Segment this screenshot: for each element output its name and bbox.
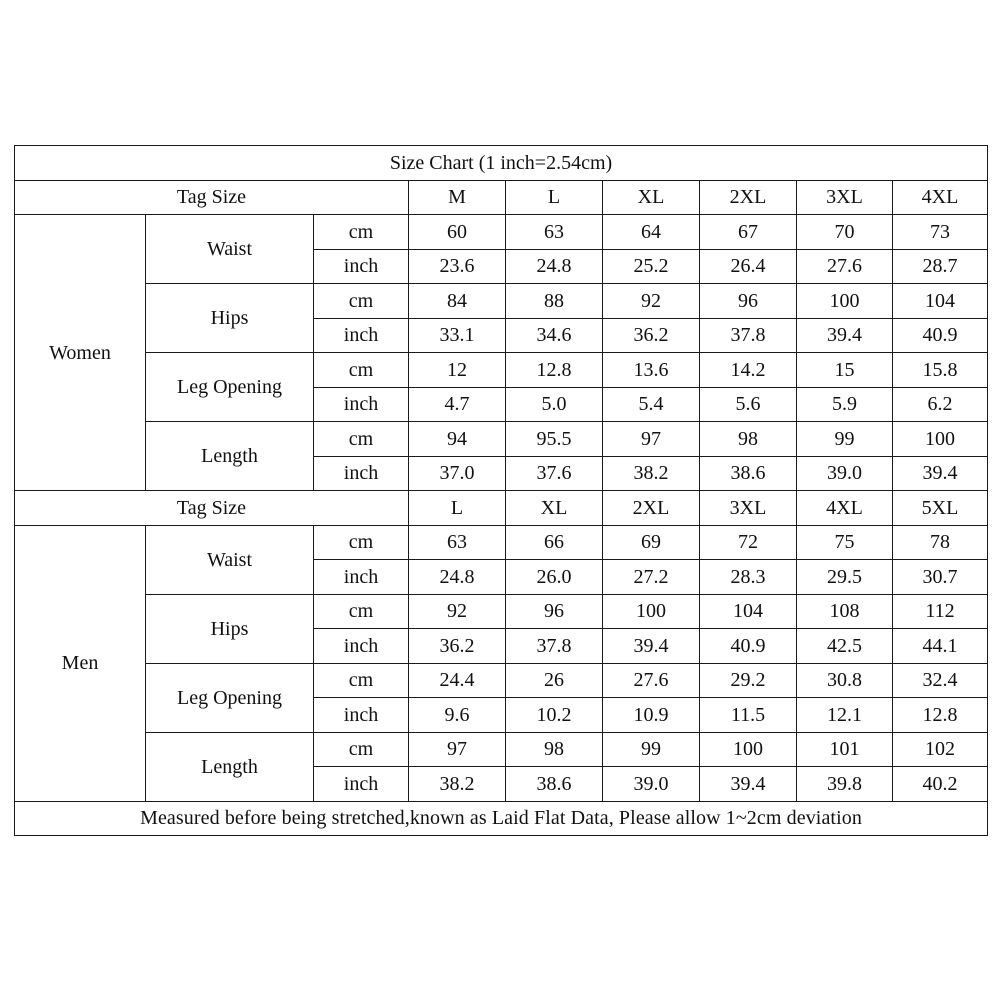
value-cell: 10.2 — [506, 698, 603, 733]
size-header: 2XL — [700, 180, 797, 215]
value-cell: 29.2 — [700, 663, 797, 698]
value-cell: 26.4 — [700, 249, 797, 284]
value-cell: 97 — [603, 422, 700, 457]
value-cell: 26.0 — [506, 560, 603, 595]
value-cell: 26 — [506, 663, 603, 698]
unit-label: cm — [314, 594, 409, 629]
measure-name: Waist — [146, 215, 314, 284]
value-cell: 39.0 — [797, 456, 893, 491]
size-chart-table — [14, 145, 988, 836]
measurement-row — [15, 353, 988, 388]
measurement-row — [15, 663, 988, 698]
unit-label: cm — [314, 525, 409, 560]
value-cell: 70 — [797, 215, 893, 250]
value-cell: 25.2 — [603, 249, 700, 284]
measure-name: Waist — [146, 525, 314, 594]
value-cell: 40.2 — [893, 767, 988, 802]
footer-note: Measured before being stretched,known as Laid Flat Data, Please allow 1~2cm deviation — [15, 801, 988, 836]
size-header: 5XL — [893, 491, 988, 526]
measurement-row — [15, 525, 988, 560]
value-cell: 13.6 — [603, 353, 700, 388]
value-cell: 69 — [603, 525, 700, 560]
value-cell: 29.5 — [797, 560, 893, 595]
size-header: 3XL — [797, 180, 893, 215]
measure-name: Hips — [146, 594, 314, 663]
unit-label: cm — [314, 732, 409, 767]
tag-size-label: Tag Size — [15, 180, 409, 215]
value-cell: 102 — [893, 732, 988, 767]
measurement-row — [15, 422, 988, 457]
value-cell: 95.5 — [506, 422, 603, 457]
value-cell: 33.1 — [409, 318, 506, 353]
value-cell: 14.2 — [700, 353, 797, 388]
value-cell: 104 — [700, 594, 797, 629]
value-cell: 73 — [893, 215, 988, 250]
value-cell: 39.0 — [603, 767, 700, 802]
value-cell: 60 — [409, 215, 506, 250]
value-cell: 9.6 — [409, 698, 506, 733]
measurement-row — [15, 594, 988, 629]
value-cell: 39.4 — [700, 767, 797, 802]
measurement-row — [15, 284, 988, 319]
value-cell: 39.8 — [797, 767, 893, 802]
size-header: 4XL — [893, 180, 988, 215]
value-cell: 40.9 — [893, 318, 988, 353]
size-header: 2XL — [603, 491, 700, 526]
unit-label: inch — [314, 560, 409, 595]
value-cell: 5.0 — [506, 387, 603, 422]
value-cell: 27.6 — [797, 249, 893, 284]
size-header: XL — [603, 180, 700, 215]
value-cell: 6.2 — [893, 387, 988, 422]
unit-label: inch — [314, 698, 409, 733]
value-cell: 66 — [506, 525, 603, 560]
value-cell: 72 — [700, 525, 797, 560]
value-cell: 4.7 — [409, 387, 506, 422]
value-cell: 28.7 — [893, 249, 988, 284]
value-cell: 12.8 — [893, 698, 988, 733]
value-cell: 12.1 — [797, 698, 893, 733]
value-cell: 84 — [409, 284, 506, 319]
measure-name: Leg Opening — [146, 663, 314, 732]
value-cell: 38.6 — [506, 767, 603, 802]
value-cell: 36.2 — [409, 629, 506, 664]
measure-name: Leg Opening — [146, 353, 314, 422]
value-cell: 15.8 — [893, 353, 988, 388]
tag-size-row — [15, 180, 988, 215]
value-cell: 32.4 — [893, 663, 988, 698]
value-cell: 94 — [409, 422, 506, 457]
value-cell: 64 — [603, 215, 700, 250]
value-cell: 5.6 — [700, 387, 797, 422]
value-cell: 38.2 — [603, 456, 700, 491]
value-cell: 37.8 — [506, 629, 603, 664]
value-cell: 100 — [893, 422, 988, 457]
value-cell: 37.6 — [506, 456, 603, 491]
value-cell: 12 — [409, 353, 506, 388]
measurement-row — [15, 732, 988, 767]
value-cell: 24.4 — [409, 663, 506, 698]
value-cell: 5.4 — [603, 387, 700, 422]
tag-size-label: Tag Size — [15, 491, 409, 526]
value-cell: 39.4 — [603, 629, 700, 664]
value-cell: 99 — [603, 732, 700, 767]
value-cell: 63 — [409, 525, 506, 560]
value-cell: 28.3 — [700, 560, 797, 595]
value-cell: 101 — [797, 732, 893, 767]
value-cell: 37.8 — [700, 318, 797, 353]
value-cell: 27.6 — [603, 663, 700, 698]
group-label: Women — [15, 215, 146, 491]
unit-label: cm — [314, 422, 409, 457]
value-cell: 108 — [797, 594, 893, 629]
value-cell: 24.8 — [506, 249, 603, 284]
value-cell: 100 — [700, 732, 797, 767]
size-header: 3XL — [700, 491, 797, 526]
value-cell: 98 — [700, 422, 797, 457]
value-cell: 5.9 — [797, 387, 893, 422]
unit-label: cm — [314, 284, 409, 319]
value-cell: 63 — [506, 215, 603, 250]
value-cell: 36.2 — [603, 318, 700, 353]
tag-size-row — [15, 491, 988, 526]
size-header: M — [409, 180, 506, 215]
value-cell: 75 — [797, 525, 893, 560]
unit-label: inch — [314, 456, 409, 491]
value-cell: 40.9 — [700, 629, 797, 664]
title-row — [15, 146, 988, 181]
value-cell: 10.9 — [603, 698, 700, 733]
size-header: XL — [506, 491, 603, 526]
measure-name: Hips — [146, 284, 314, 353]
value-cell: 15 — [797, 353, 893, 388]
value-cell: 34.6 — [506, 318, 603, 353]
value-cell: 78 — [893, 525, 988, 560]
value-cell: 99 — [797, 422, 893, 457]
value-cell: 37.0 — [409, 456, 506, 491]
value-cell: 30.7 — [893, 560, 988, 595]
footer-row — [15, 801, 988, 836]
value-cell: 38.2 — [409, 767, 506, 802]
unit-label: inch — [314, 767, 409, 802]
unit-label: cm — [314, 215, 409, 250]
value-cell: 11.5 — [700, 698, 797, 733]
value-cell: 24.8 — [409, 560, 506, 595]
unit-label: inch — [314, 629, 409, 664]
unit-label: inch — [314, 318, 409, 353]
value-cell: 38.6 — [700, 456, 797, 491]
measure-name: Length — [146, 732, 314, 801]
value-cell: 67 — [700, 215, 797, 250]
unit-label: inch — [314, 249, 409, 284]
chart-title: Size Chart (1 inch=2.54cm) — [15, 146, 988, 181]
value-cell: 42.5 — [797, 629, 893, 664]
value-cell: 39.4 — [893, 456, 988, 491]
value-cell: 44.1 — [893, 629, 988, 664]
size-header: L — [506, 180, 603, 215]
value-cell: 97 — [409, 732, 506, 767]
value-cell: 30.8 — [797, 663, 893, 698]
size-header: L — [409, 491, 506, 526]
value-cell: 39.4 — [797, 318, 893, 353]
value-cell: 96 — [700, 284, 797, 319]
value-cell: 12.8 — [506, 353, 603, 388]
measure-name: Length — [146, 422, 314, 491]
size-chart-body — [15, 146, 988, 836]
value-cell: 96 — [506, 594, 603, 629]
value-cell: 100 — [797, 284, 893, 319]
value-cell: 27.2 — [603, 560, 700, 595]
unit-label: cm — [314, 663, 409, 698]
group-label: Men — [15, 525, 146, 801]
value-cell: 23.6 — [409, 249, 506, 284]
value-cell: 104 — [893, 284, 988, 319]
measurement-row — [15, 215, 988, 250]
value-cell: 100 — [603, 594, 700, 629]
value-cell: 92 — [409, 594, 506, 629]
unit-label: inch — [314, 387, 409, 422]
value-cell: 98 — [506, 732, 603, 767]
size-header: 4XL — [797, 491, 893, 526]
value-cell: 88 — [506, 284, 603, 319]
value-cell: 92 — [603, 284, 700, 319]
value-cell: 112 — [893, 594, 988, 629]
unit-label: cm — [314, 353, 409, 388]
